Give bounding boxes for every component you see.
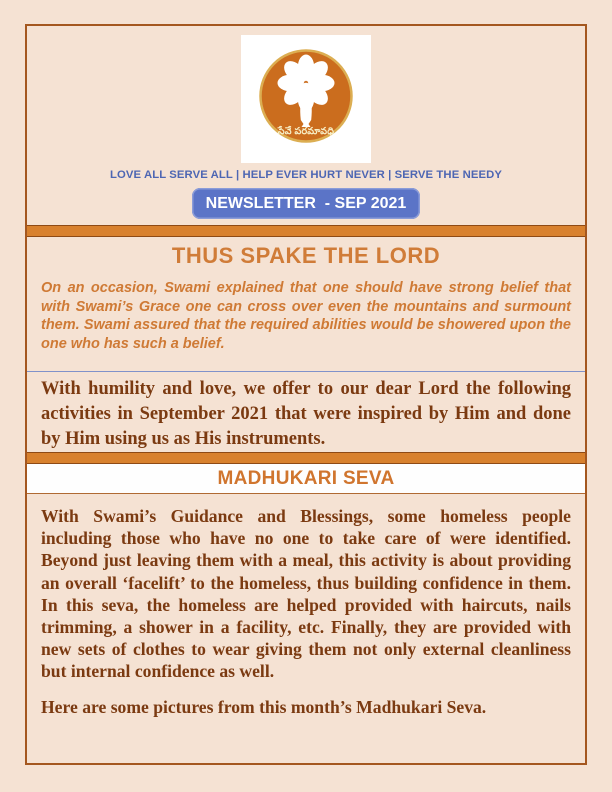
motto-tagline: LOVE ALL SERVE ALL | HELP EVER HURT NEVER | SERVE THE NEEDY — [109, 169, 502, 181]
offering-paragraph: With humility and love, we offer to our dear Lord the following activities in September 2021 that were inspired by Him and done by Him using us as His instruments. — [41, 379, 571, 449]
thus-spake-section — [27, 237, 585, 371]
thus-spake-title: THUS SPAKE THE LORD — [171, 243, 441, 268]
madhukari-body-paragraph: With Swami’s Guidance and Blessings, some homeless people including those who have no one to take care of were identified. Beyond just leaving them with a meal, this activity is about providing an overall ‘facelift’ to the homeless, thus building confidence in them. In this seva, the homeless are helped provided with haircuts, nails trimming, a shower in a facility, etc. Finally, they are provided with new sets of clothes to wear giving them not only external cleanliness but internal confidence as well. — [41, 506, 571, 682]
divider-bar-madhukari — [27, 452, 585, 464]
madhukari-title-strip — [27, 464, 585, 494]
offering-block — [27, 372, 585, 452]
madhukari-title: MADHUKARI SEVA — [217, 467, 395, 489]
divider-bar-top — [27, 225, 585, 237]
logo-caption: సేవే పరమావధి — [277, 126, 335, 137]
lotus-figure-icon — [241, 35, 371, 163]
swami-quote-paragraph: On an occasion, Swami explained that one should have strong belief that with Swami’s Grace one can cross over even the mountains and surmount them. Swami assured that the required abilities would be showered upon the one who has such a belief. — [41, 280, 571, 352]
newsletter-date-banner: NEWSLETTER - SEP 2021 — [192, 188, 420, 219]
organization-logo — [241, 35, 371, 163]
content-frame — [25, 24, 587, 765]
madhukari-section — [27, 494, 585, 763]
header — [27, 26, 585, 225]
pictures-intro-line: Here are some pictures from this month’s Madhukari Seva. — [41, 696, 487, 717]
